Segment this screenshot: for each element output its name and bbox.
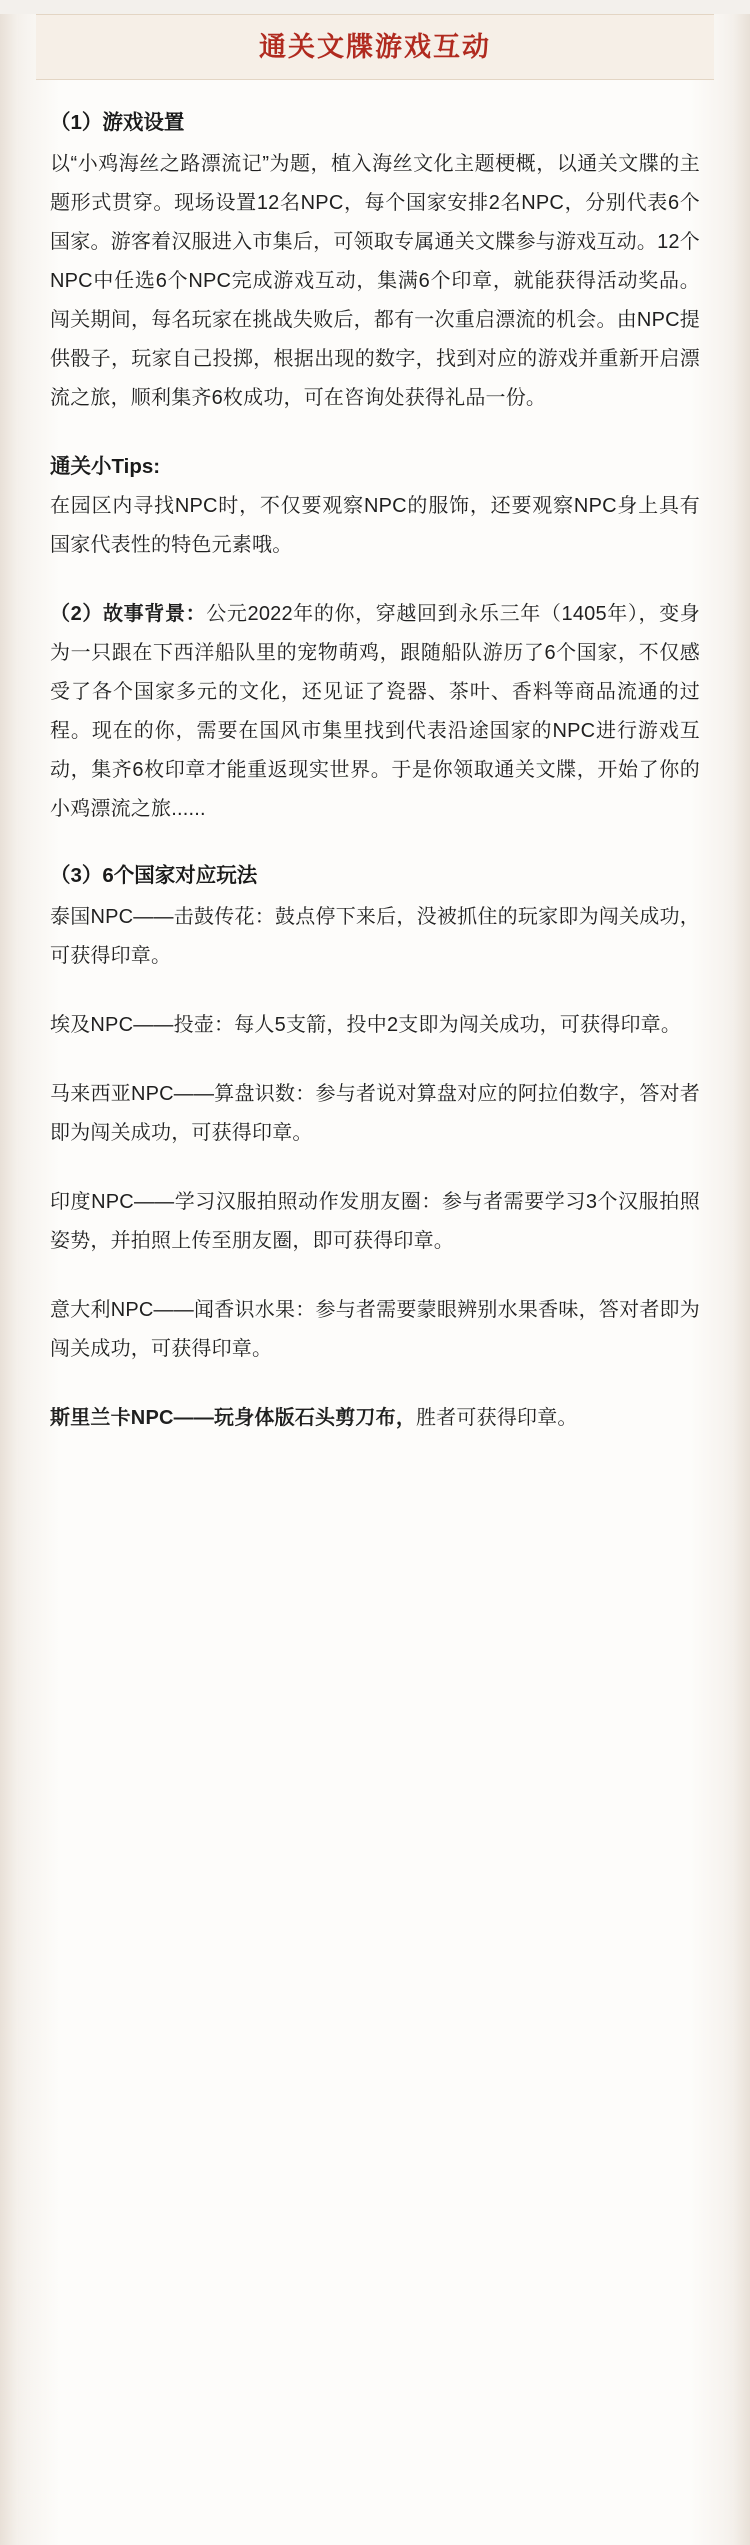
game-item-lead: 意大利NPC——闻香识水果：: [50, 1299, 316, 1322]
section-game-setup: [50, 106, 700, 418]
game-item-text: 参与者需要蒙眼辨别水果香味，答对者即为闯关成功，可获得印章。: [50, 1299, 700, 1361]
section-body-story: 公元2022年的你，穿越回到永乐三年（1405年），变身为一只跟在下西洋船队里的宠物萌鸡，跟随船队游历了6个国家，不仅感受了各个国家多元的文化，还见证了瓷器、茶叶、香料等商品流通的过程。现在的你，需要在国风市集里找到代表沿途国家的NPC进行游戏互动，集齐6枚印章才能重返现实世界。于是你领取通关文牒，开始了你的小鸡漂流之旅......: [50, 603, 700, 821]
document-page: [0, 14, 750, 2545]
game-item-lead: 泰国NPC——击鼓传花：: [50, 906, 275, 929]
section-heading-tips: 通关小Tips:: [50, 455, 161, 479]
section-body-setup: 以“小鸡海丝之路漂流记”为题，植入海丝文化主题梗概，以通关文牒的主题形式贯穿。现场设置12名NPC，每个国家安排2名NPC，分别代表6个国家。游客着汉服进入市集后，可领取专属通关文牒参与游戏互动。12个NPC中任选6个NPC完成游戏互动，集满6个印章，就能获得活动奖品。闯关期间，每名玩家在挑战失败后，都有一次重启漂流的机会。由NPC提供骰子，玩家自己投掷，根据出现的数字，找到对应的游戏并重新开启漂流之旅，顺利集齐6枚成功，可在咨询处获得礼品一份。: [50, 153, 700, 410]
section-country-games: [50, 859, 700, 1438]
game-item-text: 鼓点停下来后，没被抓住的玩家即为闯关成功，可获得印章。: [50, 906, 700, 968]
section-heading-story: （2）故事背景：: [50, 603, 207, 626]
section-tips: [50, 448, 700, 565]
game-item: [50, 898, 700, 976]
game-item-text: 胜者可获得印章。: [416, 1407, 578, 1430]
game-item-lead: 埃及NPC——投壶：: [50, 1014, 235, 1037]
game-item-lead: 印度NPC——学习汉服拍照动作发朋友圈：: [50, 1191, 442, 1214]
game-item-text: 每人5支箭，投中2支即为闯关成功，可获得印章。: [234, 1014, 682, 1037]
game-item: [50, 1399, 700, 1438]
game-item: [50, 1075, 700, 1153]
game-item-text: 参与者说对算盘对应的阿拉伯数字，答对者即为闯关成功，可获得印章。: [50, 1083, 700, 1145]
game-item-text: 参与者需要学习3个汉服拍照姿势，并拍照上传至朋友圈，即可获得印章。: [50, 1191, 700, 1253]
game-item: [50, 1006, 700, 1045]
document-header: [36, 14, 714, 80]
section-story-paragraph: [50, 595, 700, 829]
document-content: [0, 80, 750, 1438]
section-heading-setup: （1）游戏设置: [50, 111, 185, 135]
section-story-background: [50, 595, 700, 829]
game-item: [50, 1183, 700, 1261]
section-heading-games: （3）6个国家对应玩法: [50, 864, 258, 888]
section-body-tips: 在园区内寻找NPC时，不仅要观察NPC的服饰，还要观察NPC身上具有国家代表性的特色元素哦。: [50, 495, 700, 557]
page-title: 通关文牒游戏互动: [259, 32, 491, 62]
game-item-lead: 斯里兰卡NPC——玩身体版石头剪刀布，: [50, 1407, 417, 1430]
game-item-lead: 马来西亚NPC——算盘识数：: [50, 1083, 316, 1106]
game-item: [50, 1291, 700, 1369]
